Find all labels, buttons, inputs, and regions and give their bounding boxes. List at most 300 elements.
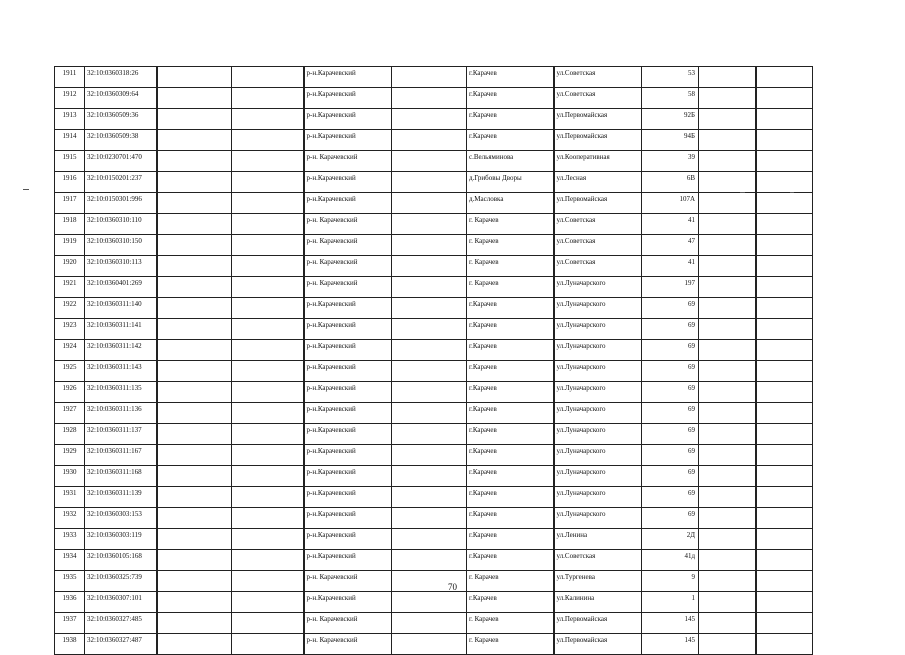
empty-cell — [756, 130, 813, 151]
empty-cell — [392, 592, 467, 613]
table-row — [55, 256, 813, 277]
table-row — [55, 550, 813, 571]
house-number-cell: 94Б — [642, 130, 699, 151]
table-row — [55, 193, 813, 214]
empty-cell — [392, 550, 467, 571]
settlement-cell: г.Карачев — [467, 466, 554, 487]
table-row — [55, 634, 813, 655]
empty-cell — [699, 109, 756, 130]
empty-cell — [157, 172, 232, 193]
street-cell: ул.Советская — [554, 235, 642, 256]
empty-cell — [392, 424, 467, 445]
empty-cell — [232, 466, 304, 487]
empty-cell — [232, 319, 304, 340]
empty-cell — [699, 613, 756, 634]
table-row — [55, 529, 813, 550]
table-row — [55, 424, 813, 445]
district-cell: р-н.Карачевский — [304, 67, 392, 88]
district-cell: р-н.Карачевский — [304, 109, 392, 130]
empty-cell — [232, 487, 304, 508]
cadastral-number-cell: 32:10:0360401:269 — [85, 277, 157, 298]
settlement-cell: г. Карачев — [467, 277, 554, 298]
house-number-cell: 92Б — [642, 109, 699, 130]
house-number-cell: 9 — [642, 571, 699, 592]
district-cell: р-н.Карачевский — [304, 361, 392, 382]
district-cell: р-н.Карачевский — [304, 529, 392, 550]
district-cell: р-н.Карачевский — [304, 403, 392, 424]
district-cell: р-н. Карачевский — [304, 277, 392, 298]
settlement-cell: г.Карачев — [467, 298, 554, 319]
empty-cell — [392, 277, 467, 298]
empty-cell — [232, 445, 304, 466]
district-cell: р-н.Карачевский — [304, 424, 392, 445]
settlement-cell: г.Карачев — [467, 592, 554, 613]
empty-cell — [756, 361, 813, 382]
empty-cell — [392, 88, 467, 109]
row-number-cell: 1923 — [55, 319, 85, 340]
empty-cell — [232, 235, 304, 256]
empty-cell — [756, 88, 813, 109]
cadastral-number-cell: 32:10:0360311:142 — [85, 340, 157, 361]
empty-cell — [756, 319, 813, 340]
empty-cell — [232, 214, 304, 235]
empty-cell — [699, 67, 756, 88]
row-number-cell: 1913 — [55, 109, 85, 130]
street-cell: ул.Первомайская — [554, 613, 642, 634]
empty-cell — [392, 172, 467, 193]
district-cell: р-н.Карачевский — [304, 382, 392, 403]
cadastral-number-cell: 32:10:0360311:140 — [85, 298, 157, 319]
settlement-cell: г.Карачев — [467, 424, 554, 445]
empty-cell — [157, 592, 232, 613]
empty-cell — [232, 256, 304, 277]
house-number-cell: 69 — [642, 445, 699, 466]
house-number-cell: 2Д — [642, 529, 699, 550]
row-number-cell: 1929 — [55, 445, 85, 466]
district-cell: р-н.Карачевский — [304, 487, 392, 508]
table-row — [55, 487, 813, 508]
empty-cell — [392, 298, 467, 319]
empty-cell — [699, 382, 756, 403]
street-cell: ул.Луначарского — [554, 361, 642, 382]
empty-cell — [756, 214, 813, 235]
empty-cell — [756, 256, 813, 277]
street-cell: ул.Первомайская — [554, 130, 642, 151]
table-row — [55, 466, 813, 487]
cadastral-number-cell: 32:10:0360310:150 — [85, 235, 157, 256]
row-number-cell: 1922 — [55, 298, 85, 319]
table-row — [55, 445, 813, 466]
empty-cell — [756, 382, 813, 403]
empty-cell — [232, 508, 304, 529]
empty-cell — [157, 529, 232, 550]
row-number-cell: 1919 — [55, 235, 85, 256]
cadastral-number-cell: 32:10:0360327:487 — [85, 634, 157, 655]
settlement-cell: г.Карачев — [467, 67, 554, 88]
row-number-cell: 1912 — [55, 88, 85, 109]
row-number-cell: 1915 — [55, 151, 85, 172]
empty-cell — [699, 151, 756, 172]
district-cell: р-н. Карачевский — [304, 214, 392, 235]
empty-cell — [157, 340, 232, 361]
district-cell: р-н.Карачевский — [304, 445, 392, 466]
house-number-cell: 69 — [642, 340, 699, 361]
cadastral-number-cell: 32:10:0360310:110 — [85, 214, 157, 235]
empty-cell — [392, 340, 467, 361]
empty-cell — [756, 445, 813, 466]
district-cell: р-н.Карачевский — [304, 130, 392, 151]
street-cell: ул.Первомайская — [554, 634, 642, 655]
empty-cell — [157, 319, 232, 340]
street-cell: ул.Советская — [554, 67, 642, 88]
table-row — [55, 382, 813, 403]
cadastral-number-cell: 32:10:0360311:141 — [85, 319, 157, 340]
cadastral-number-cell: 32:10:0360509:38 — [85, 130, 157, 151]
house-number-cell: 69 — [642, 382, 699, 403]
empty-cell — [756, 403, 813, 424]
empty-cell — [756, 277, 813, 298]
settlement-cell: г.Карачев — [467, 382, 554, 403]
empty-cell — [392, 508, 467, 529]
row-number-cell: 1933 — [55, 529, 85, 550]
settlement-cell: г.Карачев — [467, 88, 554, 109]
house-number-cell: 69 — [642, 319, 699, 340]
settlement-cell: г. Карачев — [467, 256, 554, 277]
empty-cell — [392, 529, 467, 550]
row-number-cell: 1918 — [55, 214, 85, 235]
empty-cell — [157, 613, 232, 634]
empty-cell — [157, 298, 232, 319]
cadastral-number-cell: 32:10:0360303:153 — [85, 508, 157, 529]
empty-cell — [756, 340, 813, 361]
row-number-cell: 1932 — [55, 508, 85, 529]
settlement-cell: г.Карачев — [467, 403, 554, 424]
street-cell: ул.Ленина — [554, 529, 642, 550]
street-cell: ул.Калинина — [554, 592, 642, 613]
row-number-cell: 1921 — [55, 277, 85, 298]
empty-cell — [699, 634, 756, 655]
empty-cell — [392, 67, 467, 88]
settlement-cell: с.Вельяминова — [467, 151, 554, 172]
district-cell: р-н. Карачевский — [304, 256, 392, 277]
cadastral-number-cell: 32:10:0360311:136 — [85, 403, 157, 424]
empty-cell — [232, 529, 304, 550]
district-cell: р-н.Карачевский — [304, 550, 392, 571]
empty-cell — [232, 88, 304, 109]
settlement-cell: г.Карачев — [467, 319, 554, 340]
empty-cell — [699, 340, 756, 361]
cadastral-number-cell: 32:10:0150201:237 — [85, 172, 157, 193]
empty-cell — [756, 298, 813, 319]
row-number-cell: 1936 — [55, 592, 85, 613]
empty-cell — [392, 151, 467, 172]
cadastral-number-cell: 32:10:0360311:167 — [85, 445, 157, 466]
table-row — [55, 88, 813, 109]
empty-cell — [699, 319, 756, 340]
settlement-cell: г. Карачев — [467, 235, 554, 256]
settlement-cell: г.Карачев — [467, 130, 554, 151]
cadastral-number-cell: 32:10:0360311:135 — [85, 382, 157, 403]
table-row — [55, 592, 813, 613]
empty-cell — [157, 130, 232, 151]
row-number-cell: 1920 — [55, 256, 85, 277]
table-row — [55, 319, 813, 340]
cadastral-number-cell: 32:10:0360509:36 — [85, 109, 157, 130]
empty-cell — [699, 424, 756, 445]
street-cell: ул.Первомайская — [554, 193, 642, 214]
row-number-cell: 1934 — [55, 550, 85, 571]
street-cell: ул.Луначарского — [554, 277, 642, 298]
district-cell: р-н.Карачевский — [304, 592, 392, 613]
settlement-cell: г.Карачев — [467, 340, 554, 361]
row-number-cell: 1935 — [55, 571, 85, 592]
street-cell: ул.Советская — [554, 550, 642, 571]
street-cell: ул.Луначарского — [554, 487, 642, 508]
row-number-cell: 1911 — [55, 67, 85, 88]
empty-cell — [699, 256, 756, 277]
table-row — [55, 151, 813, 172]
street-cell: ул.Луначарского — [554, 403, 642, 424]
house-number-cell: 69 — [642, 466, 699, 487]
empty-cell — [756, 424, 813, 445]
house-number-cell: 69 — [642, 424, 699, 445]
street-cell: ул.Луначарского — [554, 298, 642, 319]
district-cell: р-н.Карачевский — [304, 193, 392, 214]
row-number-cell: 1931 — [55, 487, 85, 508]
empty-cell — [392, 613, 467, 634]
page-number: 70 — [448, 582, 457, 592]
settlement-cell: г.Карачев — [467, 361, 554, 382]
empty-cell — [699, 361, 756, 382]
cadastral-number-cell: 32:10:0360309:64 — [85, 88, 157, 109]
empty-cell — [157, 634, 232, 655]
street-cell: ул.Луначарского — [554, 340, 642, 361]
house-number-cell: 69 — [642, 298, 699, 319]
table-row — [55, 67, 813, 88]
empty-cell — [157, 151, 232, 172]
empty-cell — [756, 550, 813, 571]
empty-cell — [157, 424, 232, 445]
empty-cell — [392, 382, 467, 403]
empty-cell — [699, 130, 756, 151]
house-number-cell: 41 — [642, 256, 699, 277]
empty-cell — [232, 403, 304, 424]
house-number-cell: 6В — [642, 172, 699, 193]
settlement-cell: г. Карачев — [467, 214, 554, 235]
cadastral-number-cell: 32:10:0360311:143 — [85, 361, 157, 382]
row-number-cell: 1916 — [55, 172, 85, 193]
empty-cell — [157, 445, 232, 466]
street-cell: ул.Луначарского — [554, 508, 642, 529]
settlement-cell: г.Карачев — [467, 550, 554, 571]
empty-cell — [232, 382, 304, 403]
district-cell: р-н.Карачевский — [304, 340, 392, 361]
district-cell: р-н.Карачевский — [304, 466, 392, 487]
house-number-cell: 69 — [642, 361, 699, 382]
empty-cell — [157, 109, 232, 130]
empty-cell — [157, 550, 232, 571]
empty-cell — [756, 151, 813, 172]
empty-cell — [756, 67, 813, 88]
settlement-cell: г.Карачев — [467, 508, 554, 529]
empty-cell — [699, 487, 756, 508]
table-row — [55, 235, 813, 256]
cadastral-number-cell: 32:10:0360311:168 — [85, 466, 157, 487]
empty-cell — [232, 550, 304, 571]
empty-cell — [756, 466, 813, 487]
empty-cell — [157, 193, 232, 214]
empty-cell — [232, 361, 304, 382]
settlement-cell: д.Грибовы Дворы — [467, 172, 554, 193]
street-cell: ул.Первомайская — [554, 109, 642, 130]
street-cell: ул.Луначарского — [554, 466, 642, 487]
district-cell: р-н. Карачевский — [304, 151, 392, 172]
house-number-cell: 69 — [642, 508, 699, 529]
empty-cell — [157, 382, 232, 403]
cadastral-number-cell: 32:10:0360311:137 — [85, 424, 157, 445]
district-cell: р-н. Карачевский — [304, 571, 392, 592]
empty-cell — [699, 298, 756, 319]
district-cell: р-н.Карачевский — [304, 172, 392, 193]
empty-cell — [157, 214, 232, 235]
empty-cell — [232, 67, 304, 88]
empty-cell — [756, 235, 813, 256]
empty-cell — [756, 487, 813, 508]
empty-cell — [157, 256, 232, 277]
street-cell: ул.Тургенева — [554, 571, 642, 592]
row-number-cell: 1938 — [55, 634, 85, 655]
table-row — [55, 130, 813, 151]
settlement-cell: г.Карачев — [467, 445, 554, 466]
settlement-cell: г.Карачев — [467, 487, 554, 508]
row-number-cell: 1914 — [55, 130, 85, 151]
street-cell: ул.Луначарского — [554, 445, 642, 466]
empty-cell — [232, 151, 304, 172]
house-number-cell: 69 — [642, 403, 699, 424]
table-row — [55, 277, 813, 298]
settlement-cell: г.Карачев — [467, 529, 554, 550]
empty-cell — [392, 319, 467, 340]
table-row — [55, 298, 813, 319]
scan-mark — [790, 192, 794, 193]
district-cell: р-н. Карачевский — [304, 613, 392, 634]
empty-cell — [699, 235, 756, 256]
empty-cell — [699, 550, 756, 571]
empty-cell — [756, 109, 813, 130]
scan-mark — [23, 189, 29, 190]
empty-cell — [157, 361, 232, 382]
empty-cell — [392, 466, 467, 487]
district-cell: р-н.Карачевский — [304, 319, 392, 340]
house-number-cell: 197 — [642, 277, 699, 298]
empty-cell — [232, 613, 304, 634]
settlement-cell: г. Карачев — [467, 634, 554, 655]
street-cell: ул.Луначарского — [554, 424, 642, 445]
empty-cell — [699, 403, 756, 424]
street-cell: ул.Луначарского — [554, 382, 642, 403]
empty-cell — [232, 130, 304, 151]
empty-cell — [232, 172, 304, 193]
empty-cell — [392, 634, 467, 655]
empty-cell — [157, 88, 232, 109]
empty-cell — [392, 487, 467, 508]
house-number-cell: 58 — [642, 88, 699, 109]
empty-cell — [232, 277, 304, 298]
row-number-cell: 1917 — [55, 193, 85, 214]
row-number-cell: 1937 — [55, 613, 85, 634]
street-cell: ул.Советская — [554, 214, 642, 235]
cadastral-number-cell: 32:10:0360318:26 — [85, 67, 157, 88]
row-number-cell: 1926 — [55, 382, 85, 403]
table-row — [55, 214, 813, 235]
house-number-cell: 145 — [642, 634, 699, 655]
empty-cell — [232, 298, 304, 319]
empty-cell — [232, 193, 304, 214]
row-number-cell: 1928 — [55, 424, 85, 445]
empty-cell — [392, 193, 467, 214]
table-row — [55, 340, 813, 361]
district-cell: р-н.Карачевский — [304, 298, 392, 319]
house-number-cell: 47 — [642, 235, 699, 256]
empty-cell — [699, 592, 756, 613]
empty-cell — [699, 277, 756, 298]
table-row — [55, 403, 813, 424]
street-cell: ул.Советская — [554, 88, 642, 109]
empty-cell — [157, 487, 232, 508]
empty-cell — [392, 130, 467, 151]
empty-cell — [699, 466, 756, 487]
empty-cell — [157, 403, 232, 424]
cadastral-number-cell: 32:10:0230701:470 — [85, 151, 157, 172]
cadastral-number-cell: 32:10:0360307:101 — [85, 592, 157, 613]
street-cell: ул.Лесная — [554, 172, 642, 193]
row-number-cell: 1927 — [55, 403, 85, 424]
empty-cell — [232, 592, 304, 613]
empty-cell — [756, 508, 813, 529]
house-number-cell: 145 — [642, 613, 699, 634]
empty-cell — [699, 172, 756, 193]
table-body — [55, 67, 813, 655]
empty-cell — [232, 634, 304, 655]
settlement-cell: г.Карачев — [467, 109, 554, 130]
empty-cell — [232, 424, 304, 445]
street-cell: ул.Кооперативная — [554, 151, 642, 172]
house-number-cell: 41 — [642, 214, 699, 235]
row-number-cell: 1930 — [55, 466, 85, 487]
table-row — [55, 109, 813, 130]
empty-cell — [756, 193, 813, 214]
district-cell: р-н. Карачевский — [304, 634, 392, 655]
cadastral-number-cell: 32:10:0360311:139 — [85, 487, 157, 508]
house-number-cell: 39 — [642, 151, 699, 172]
house-number-cell: 41д — [642, 550, 699, 571]
empty-cell — [392, 445, 467, 466]
settlement-cell: д.Масловка — [467, 193, 554, 214]
table-row — [55, 613, 813, 634]
empty-cell — [157, 508, 232, 529]
scan-mark — [740, 192, 745, 193]
district-cell: р-н.Карачевский — [304, 508, 392, 529]
empty-cell — [699, 214, 756, 235]
empty-cell — [157, 67, 232, 88]
empty-cell — [392, 361, 467, 382]
empty-cell — [392, 109, 467, 130]
street-cell: ул.Советская — [554, 256, 642, 277]
street-cell: ул.Луначарского — [554, 319, 642, 340]
row-number-cell: 1925 — [55, 361, 85, 382]
empty-cell — [699, 529, 756, 550]
empty-cell — [157, 277, 232, 298]
